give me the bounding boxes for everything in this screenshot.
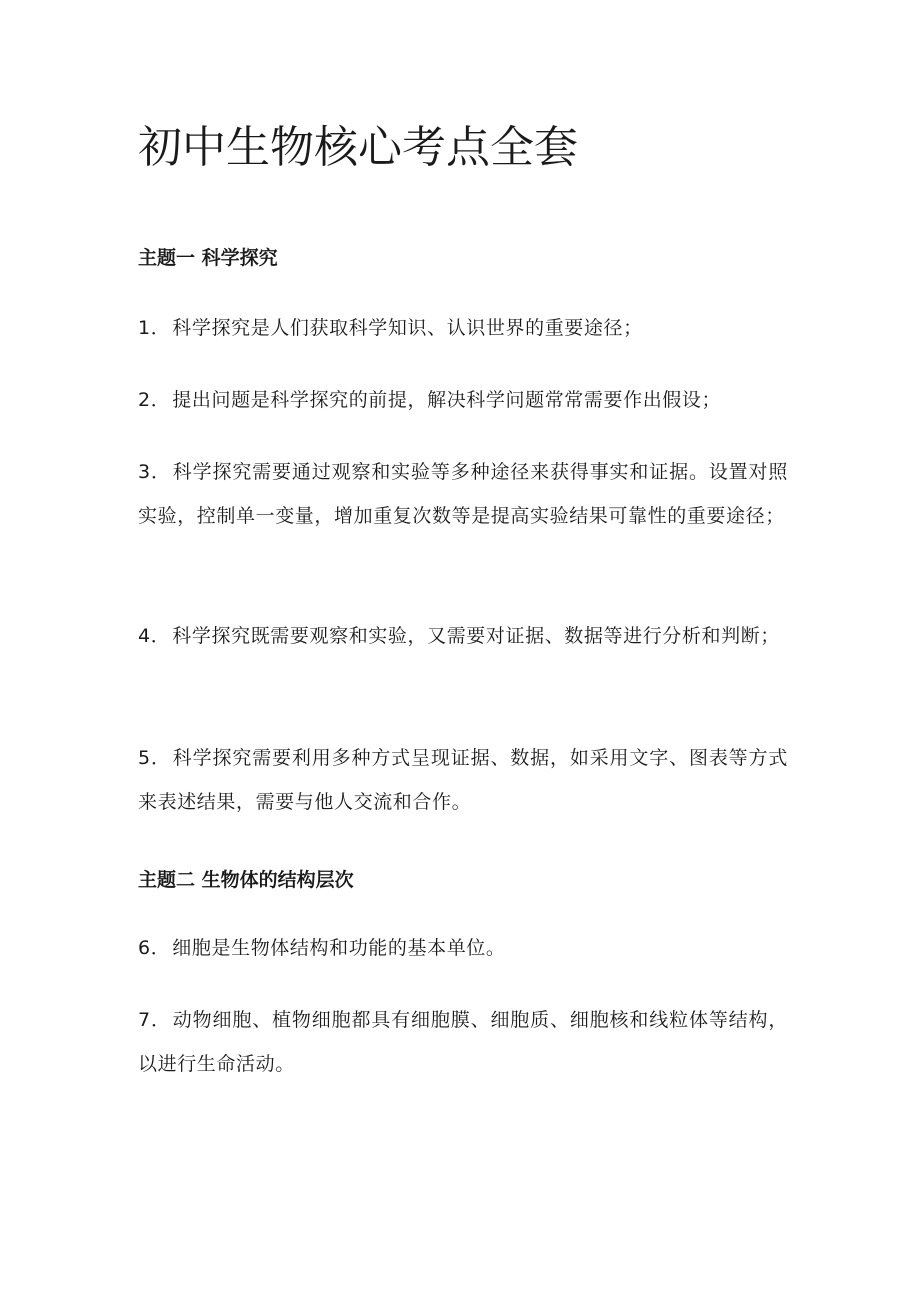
document-title: 初中生物核心考点全套 (138, 122, 578, 173)
section-heading-1: 主题一 科学探究 (138, 247, 278, 269)
item-number: 2． (138, 389, 171, 411)
item-text: 提出问题是科学探究的前提，解决科学问题常常需要作出假设； (172, 389, 722, 411)
item-text: 科学探究是人们获取科学知识、认识世界的重要途径； (172, 317, 643, 339)
item-text: 科学探究需要通过观察和实验等多种途径来获得事实和证据。设置对照实验，控制单一变量，增加重复次数等是提高实验结果可靠性的重要途径； (138, 461, 788, 527)
list-item-6 (138, 926, 788, 970)
item-number: 1． (138, 317, 171, 339)
list-item-3 (138, 450, 788, 538)
item-number: 5． (138, 747, 171, 769)
item-text: 科学探究既需要观察和实验，又需要对证据、数据等进行分析和判断； (172, 625, 780, 647)
item-text: 动物细胞、植物细胞都具有细胞膜、细胞质、细胞核和线粒体等结构，以进行生命活动。 (138, 1009, 788, 1075)
list-item-1 (138, 306, 788, 350)
list-item-2 (138, 378, 788, 422)
item-text: 科学探究需要利用多种方式呈现证据、数据，如采用文字、图表等方式来表述结果，需要与他人交流和合作。 (138, 747, 788, 813)
section-heading-2: 主题二 生物体的结构层次 (138, 869, 354, 891)
item-number: 6． (138, 937, 171, 959)
list-item-4 (138, 614, 788, 658)
item-text: 细胞是生物体结构和功能的基本单位。 (172, 937, 506, 959)
item-number: 3． (138, 461, 171, 483)
item-number: 4． (138, 625, 171, 647)
item-number: 7． (138, 1009, 171, 1031)
list-item-7 (138, 998, 788, 1086)
list-item-5 (138, 736, 788, 824)
